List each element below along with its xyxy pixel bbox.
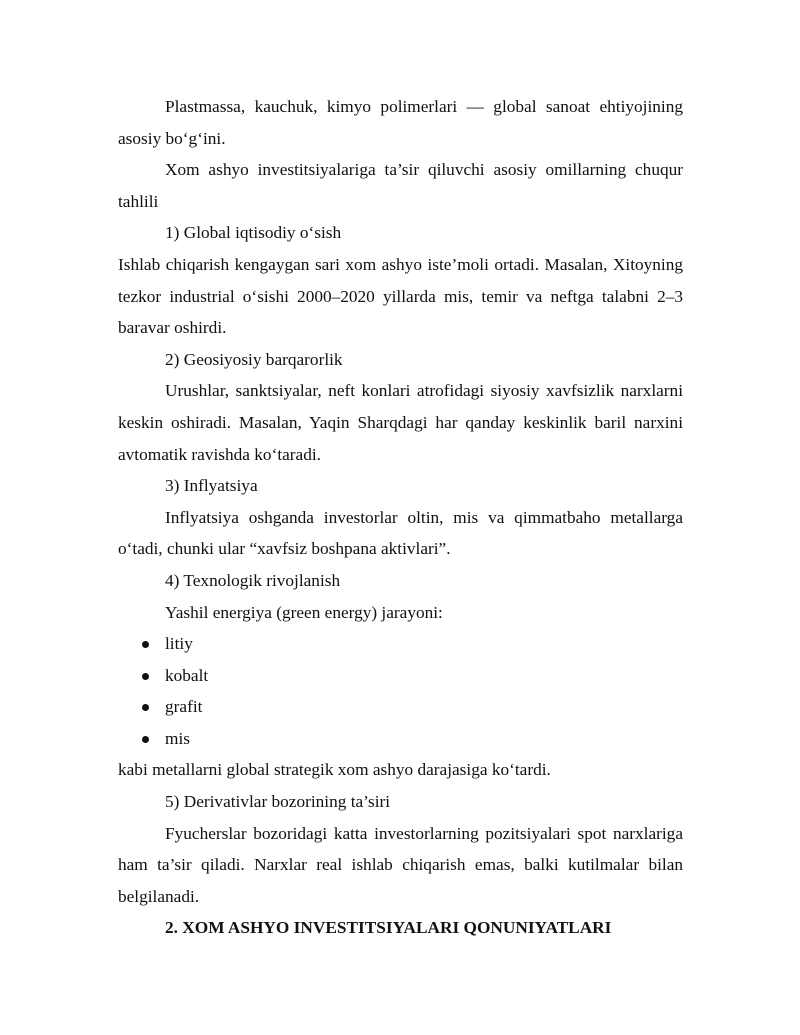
list-item: grafit xyxy=(118,691,683,723)
paragraph-strategic-metals: kabi metallarni global strategik xom ashyo darajasiga ko‘tardi. xyxy=(118,760,551,780)
section-heading: 2. XOM ASHYO INVESTITSIYALARI QONUNIYATLARI xyxy=(165,918,612,938)
list-item: litiy xyxy=(118,628,683,660)
subheading-inflation: 3) Inflyatsiya xyxy=(165,476,258,496)
paragraph-derivatives: Fyucherslar bozoridagi katta investorlarning pozitsiyalari spot narxlariga ham ta’sir qiladi. Narxlar real ishlab chiqarish emas, balki kutilmalar bilan belgilanadi. xyxy=(118,823,683,906)
document-body xyxy=(118,91,683,944)
bullet-icon xyxy=(142,641,149,648)
paragraph-analysis-intro: Xom ashyo investitsiyalariga ta’sir qiluvchi asosiy omillarning chuqur tahlili xyxy=(118,160,683,211)
paragraph-geopolitics: Urushlar, sanktsiyalar, neft konlari atrofidagi siyosiy xavfsizlik narxlarni keskin oshiradi. Masalan, Yaqin Sharqdagi har qanday keskinlik baril narxini avtomatik ravishda ko‘taradi. xyxy=(118,381,683,464)
metals-list xyxy=(118,628,683,754)
bullet-icon xyxy=(142,673,149,680)
paragraph-green-energy: Yashil energiya (green energy) jarayoni: xyxy=(165,602,443,622)
subheading-geopolitics: 2) Geosiyosiy barqarorlik xyxy=(165,349,343,369)
paragraph-inflation: Inflyatsiya oshganda investorlar oltin, mis va qimmatbaho metallarga o‘tadi, chunki ular “xavfsiz boshpana aktivlari”. xyxy=(118,507,683,559)
paragraph-economic-growth: Ishlab chiqarish kengaygan sari xom ashyo iste’moli ortadi. Masalan, Xitoyning tezkor industrial o‘sishi 2000–2020 yillarda mis, temir va neftga talabni 2–3 baravar oshirdi. xyxy=(118,254,683,338)
list-item: mis xyxy=(118,723,683,755)
paragraph-polymers: Plastmassa, kauchuk, kimyo polimerlari — global sanoat ehtiyojining asosiy bo‘g‘ini. xyxy=(118,97,683,148)
bullet-icon xyxy=(142,736,149,743)
bullet-icon xyxy=(142,704,149,711)
subheading-derivatives: 5) Derivativlar bozorining ta’siri xyxy=(165,792,391,812)
subheading-economic-growth: 1) Global iqtisodiy o‘sish xyxy=(165,223,342,243)
list-item: kobalt xyxy=(118,660,683,692)
subheading-technology: 4) Texnologik rivojlanish xyxy=(165,570,341,590)
